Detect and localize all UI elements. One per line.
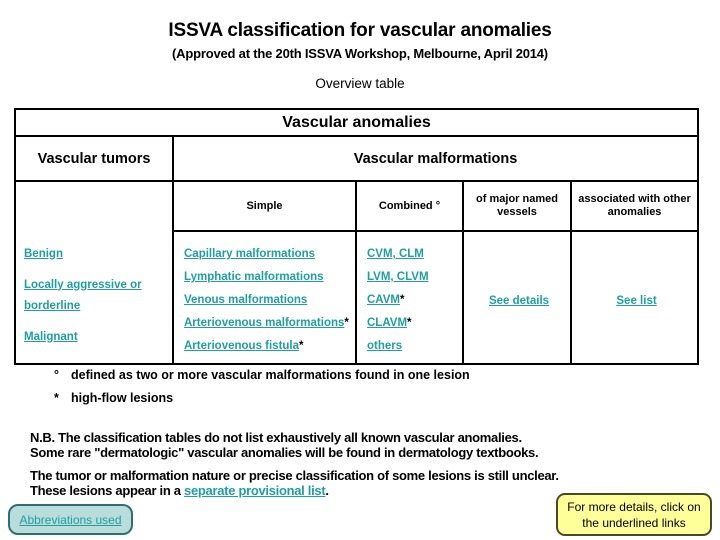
table-header-vascular-anomalies: Vascular anomalies xyxy=(15,109,698,136)
lvm-clvm-link[interactable]: LVM, CLVM xyxy=(367,271,429,283)
asterisk-marker: * xyxy=(54,391,59,405)
details-note-box xyxy=(556,493,712,536)
footnote-high-flow xyxy=(54,391,470,405)
degree-marker: ° xyxy=(54,368,59,382)
capillary-malformations-link[interactable]: Capillary malformations xyxy=(184,248,316,260)
cavm-link[interactable]: CAVM xyxy=(367,294,401,306)
benign-link[interactable]: Benign xyxy=(24,247,63,260)
arteriovenous-fistula-link[interactable]: Arteriovenous fistula xyxy=(184,340,300,352)
cvm-clm-link[interactable]: CVM, CLM xyxy=(367,248,424,260)
list-item xyxy=(367,311,456,334)
footnote-text: defined as two or more vascular malformations found in one lesion xyxy=(71,368,470,382)
column-header-vascular-tumors: Vascular tumors xyxy=(15,136,173,181)
arteriovenous-malformations-link[interactable]: Arteriovenous malformations xyxy=(184,317,345,329)
list-item xyxy=(367,242,456,265)
list-item xyxy=(184,311,349,334)
footnote-marker: * xyxy=(299,340,304,352)
list-item xyxy=(184,288,349,311)
clavm-link[interactable]: CLAVM xyxy=(367,317,408,329)
major-vessels-cell xyxy=(463,231,571,364)
nb-note xyxy=(30,430,690,460)
footnote-text: high-flow lesions xyxy=(71,391,174,405)
nb-line-1: N.B. The classification tables do not list exhaustively all known vascular anomalies. xyxy=(30,430,522,445)
unclear-line-2-suffix: . xyxy=(325,483,329,498)
see-list-link[interactable]: See list xyxy=(616,294,657,307)
simple-cell xyxy=(173,231,356,364)
footnote-marker: * xyxy=(344,317,349,329)
column-header-simple: Simple xyxy=(173,181,356,231)
abbreviations-button[interactable] xyxy=(8,504,133,535)
footnote-marker: * xyxy=(400,294,405,306)
column-header-major-vessels: of major named vessels xyxy=(463,181,571,231)
list-item xyxy=(184,334,349,357)
footnote-combined xyxy=(54,368,470,382)
footnote-marker: * xyxy=(407,317,412,329)
locally-aggressive-link[interactable]: Locally aggressive or borderline xyxy=(24,278,142,312)
list-item xyxy=(24,243,164,264)
combined-link-list xyxy=(367,242,456,357)
others-link[interactable]: others xyxy=(367,340,403,352)
list-item xyxy=(367,288,456,311)
column-header-associated: associated with other anomalies xyxy=(571,181,698,231)
venous-malformations-link[interactable]: Venous malformations xyxy=(184,294,308,306)
combined-cell xyxy=(356,231,463,364)
combined-label: Combined xyxy=(378,199,433,212)
list-item xyxy=(24,326,164,347)
list-item xyxy=(184,265,349,288)
list-item xyxy=(184,242,349,265)
lymphatic-malformations-link[interactable]: Lymphatic malformations xyxy=(184,271,324,283)
simple-link-list xyxy=(184,242,349,357)
combined-footnote-marker: ° xyxy=(435,199,441,212)
column-header-combined xyxy=(356,181,463,231)
unclear-line-1: The tumor or malformation nature or precise classification of some lesions is still unclear. xyxy=(30,468,559,483)
list-item xyxy=(367,334,456,357)
footnotes xyxy=(54,368,470,414)
details-note-line-2: the underlined links xyxy=(582,516,686,530)
tumors-cell xyxy=(15,181,173,364)
separate-provisional-list-link[interactable]: separate provisional list xyxy=(184,483,326,498)
details-note-line-1: For more details, click on xyxy=(567,500,701,514)
unclear-line-2-prefix: These lesions appear in a xyxy=(30,483,185,498)
see-details-link[interactable]: See details xyxy=(488,294,550,307)
list-item xyxy=(24,274,164,316)
tumors-link-list xyxy=(24,243,164,347)
classification-table xyxy=(14,108,699,365)
section-label: Overview table xyxy=(315,76,405,91)
nb-line-2: Some rare "dermatologic" vascular anomalies will be found in dermatology textbooks. xyxy=(30,445,539,460)
malignant-link[interactable]: Malignant xyxy=(24,330,78,343)
page-title: ISSVA classification for vascular anomalies xyxy=(168,20,552,41)
associated-cell xyxy=(571,231,698,364)
abbreviations-link[interactable]: Abbreviations used xyxy=(19,512,122,527)
list-item xyxy=(367,265,456,288)
page-subtitle: (Approved at the 20th ISSVA Workshop, Melbourne, April 2014) xyxy=(172,46,548,61)
column-header-vascular-malformations: Vascular malformations xyxy=(173,136,698,181)
